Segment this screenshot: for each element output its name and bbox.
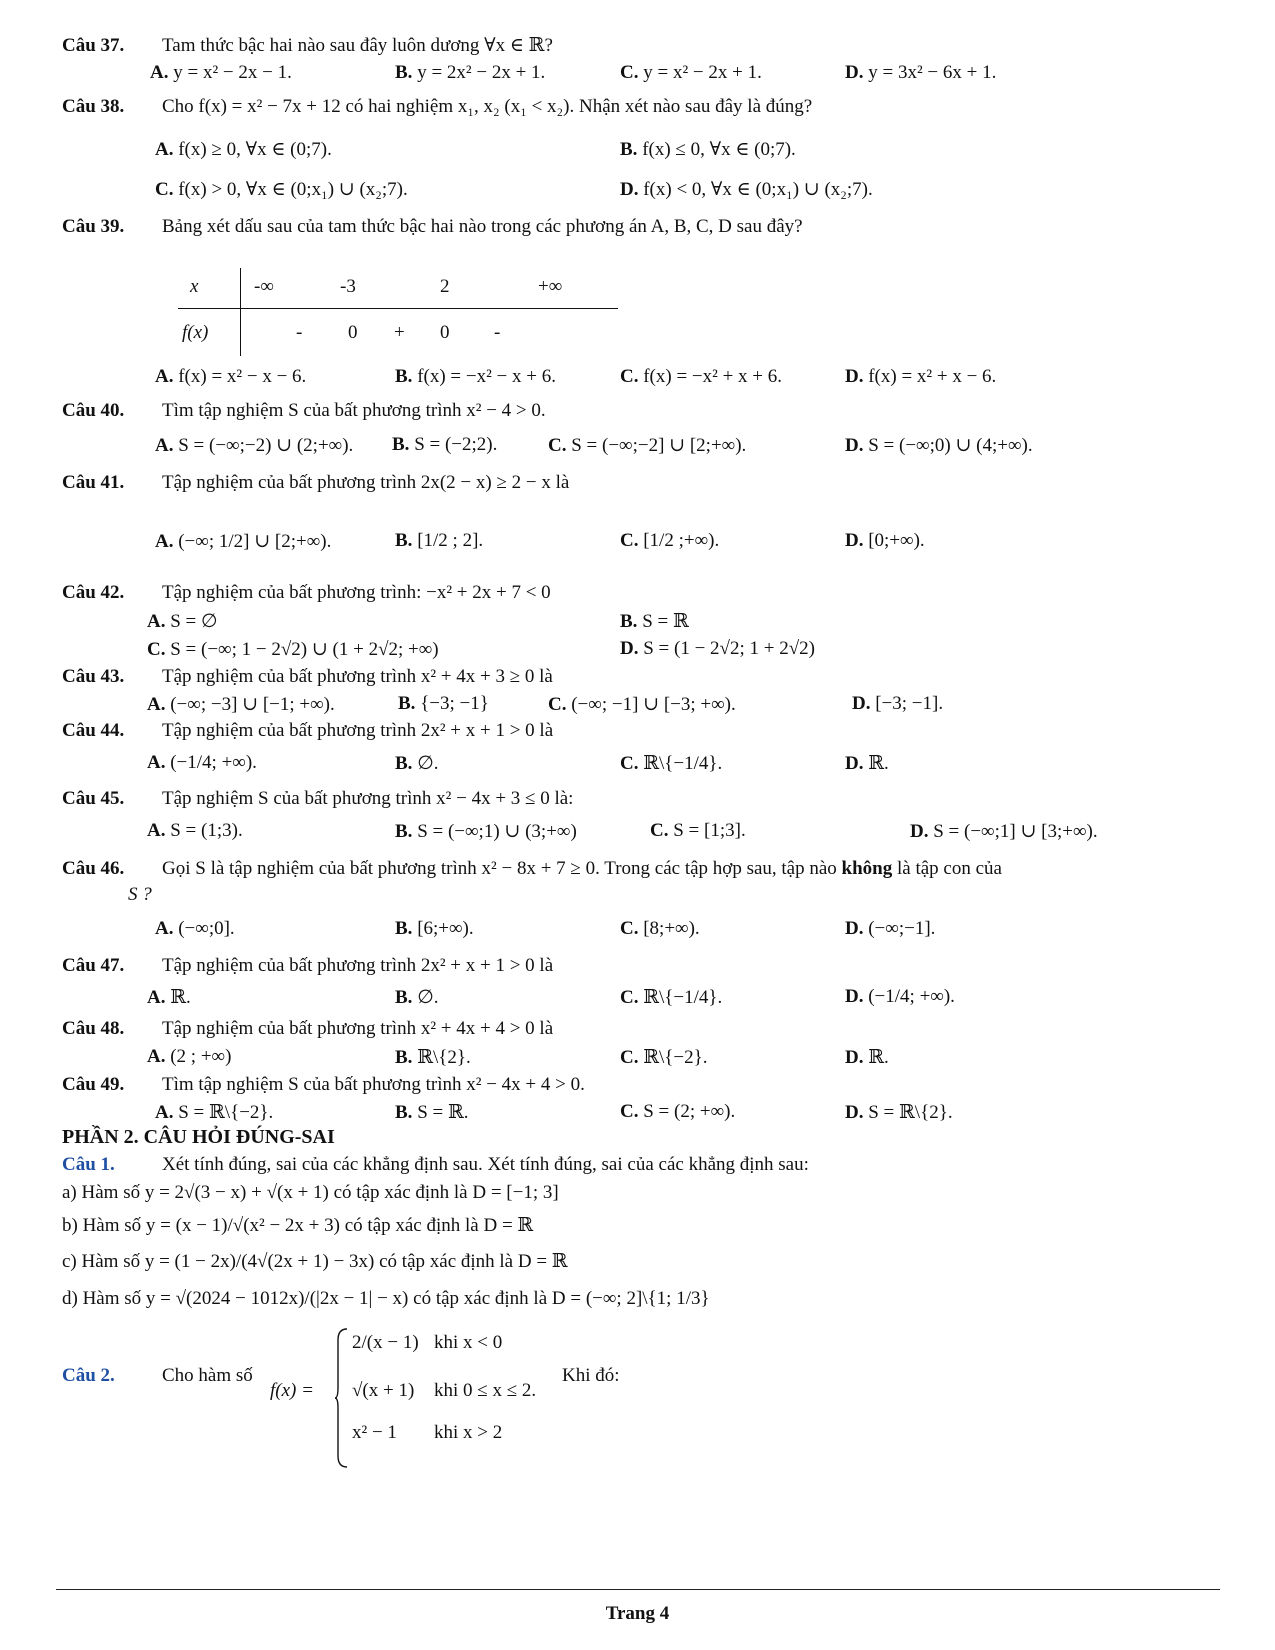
option-a: A. (−∞; −3] ∪ [−1; +∞).	[147, 694, 335, 715]
table-fx-label: f(x)	[182, 322, 209, 343]
question-number: Câu 48.	[62, 1018, 125, 1039]
question-stem: Gọi S là tập nghiệm của bất phương trình x² − 8x + 7 ≥ 0. Trong các tập hợp sau, tập nào	[162, 858, 837, 879]
question-stem: Tập nghiệm của bất phương trình x² + 4x + 4 > 0 là	[162, 1018, 554, 1039]
piecewise-condition-2: khi 0 ≤ x ≤ 2.	[434, 1380, 537, 1401]
question-stem: Tìm tập nghiệm S của bất phương trình x² − 4x + 4 > 0.	[162, 1074, 585, 1095]
option-a: A. S = ℝ\{−2}.	[155, 1102, 274, 1123]
footer-divider	[56, 1589, 1220, 1590]
question-38	[62, 96, 1222, 118]
question-stem-tail: là tập con của	[897, 858, 1002, 879]
option-d: D. ℝ.	[845, 1047, 889, 1068]
question-stem-end: Khi đó:	[562, 1365, 620, 1386]
question-number: Câu 40.	[62, 400, 125, 421]
table-sign: 0	[348, 322, 358, 343]
question-number: Câu 45.	[62, 788, 125, 809]
option-a: A. (−∞;0].	[155, 918, 235, 939]
question-stem: Tập nghiệm của bất phương trình 2x² + x + 1 > 0 là	[162, 955, 554, 976]
option-a: A. y = x² − 2x − 1.	[150, 62, 292, 83]
statement-a: a) Hàm số y = 2√(3 − x) + √(x + 1) có tập xác định là D = [−1; 3]	[62, 1182, 559, 1203]
option-a: A. ℝ.	[147, 987, 191, 1008]
section-heading: PHẦN 2. CÂU HỎI ĐÚNG-SAI	[62, 1126, 335, 1148]
option-b: B. S = ℝ	[620, 611, 689, 632]
option-a: A. S = ∅	[147, 611, 218, 632]
question-stem: Tập nghiệm của bất phương trình x² + 4x + 3 ≥ 0 là	[162, 666, 553, 687]
question-number: Câu 41.	[62, 472, 125, 493]
piecewise-case-2: √(x + 1)	[352, 1380, 415, 1401]
question-stem: Xét tính đúng, sai của các khẳng định sau. Xét tính đúng, sai của các khẳng định sau:	[162, 1154, 809, 1175]
option-d: D. y = 3x² − 6x + 1.	[845, 62, 997, 83]
question-stem: Cho f(x) = x² − 7x + 12 có hai nghiệm x₁, x₂ (x₁ < x₂). Nhận xét nào sau đây là đúng?	[162, 96, 813, 117]
option-a: A. S = (−∞;−2) ∪ (2;+∞).	[155, 435, 354, 456]
question-stem-emphasis: không	[841, 858, 893, 879]
option-a: A. f(x) = x² − x − 6.	[155, 366, 307, 387]
question-number: Câu 44.	[62, 720, 125, 741]
question-number: Câu 39.	[62, 216, 125, 237]
true-false-question-2	[62, 1332, 1222, 1540]
table-x-value: +∞	[538, 276, 563, 297]
question-46-stem-line2: S ?	[128, 884, 152, 905]
option-b: B. y = 2x² − 2x + 1.	[395, 62, 546, 83]
table-sign: -	[296, 322, 303, 343]
table-horizontal-rule	[178, 308, 618, 309]
question-number: Câu 43.	[62, 666, 125, 687]
option-c: C. f(x) = −x² + x + 6.	[620, 366, 783, 387]
option-b: B. f(x) ≤ 0, ∀x ∈ (0;7).	[620, 139, 796, 160]
question-number: Câu 42.	[62, 582, 125, 603]
question-44	[62, 720, 1222, 742]
option-b: B. ∅.	[395, 753, 439, 774]
option-d: D. S = (−∞;1] ∪ [3;+∞).	[910, 821, 1098, 842]
table-sign: 0	[440, 322, 450, 343]
piecewise-case-1: 2/(x − 1)	[352, 1332, 419, 1353]
question-stem: Tập nghiệm của bất phương trình 2x(2 − x) ≥ 2 − x là	[162, 472, 570, 493]
option-b: B. {−3; −1}	[398, 693, 489, 714]
option-c: C. ℝ\{−1/4}.	[620, 987, 723, 1008]
table-sign: +	[394, 322, 405, 343]
option-d: D. S = ℝ\{2}.	[845, 1102, 953, 1123]
option-c: C. S = (−∞; 1 − 2√2) ∪ (1 + 2√2; +∞)	[147, 639, 439, 660]
option-c: C. ℝ\{−1/4}.	[620, 753, 723, 774]
question-stem: Tìm tập nghiệm S của bất phương trình x² − 4 > 0.	[162, 400, 546, 421]
question-stem: Tam thức bậc hai nào sau đây luôn dương ∀x ∈ ℝ?	[162, 35, 553, 56]
question-number: Câu 38.	[62, 96, 125, 117]
option-b: B. [1/2 ; 2].	[395, 530, 484, 551]
question-number: Câu 1.	[62, 1154, 115, 1175]
table-x-value: 2	[440, 276, 450, 297]
option-b: B. [6;+∞).	[395, 918, 474, 939]
option-b: B. f(x) = −x² − x + 6.	[395, 366, 556, 387]
option-b: B. ℝ\{2}.	[395, 1047, 471, 1068]
statement-b: b) Hàm số y = (x − 1)/√(x² − 2x + 3) có tập xác định là D = ℝ	[62, 1215, 534, 1236]
option-a: A. (−∞; 1/2] ∪ [2;+∞).	[155, 531, 332, 552]
question-number: Câu 37.	[62, 35, 125, 56]
question-47	[62, 955, 1222, 977]
question-40	[62, 400, 1222, 422]
question-stem: Tập nghiệm của bất phương trình 2x² + x + 1 > 0 là	[162, 720, 554, 741]
question-number: Câu 46.	[62, 858, 125, 879]
option-a: A. f(x) ≥ 0, ∀x ∈ (0;7).	[155, 139, 332, 160]
option-a: A. (−1/4; +∞).	[147, 752, 257, 773]
question-39	[62, 216, 1222, 238]
question-number: Câu 49.	[62, 1074, 125, 1095]
question-49	[62, 1074, 1222, 1096]
option-a: A. S = (1;3).	[147, 820, 243, 841]
option-d: D. [−3; −1].	[852, 693, 944, 714]
question-37	[62, 34, 1222, 57]
option-c: C. S = (2; +∞).	[620, 1101, 736, 1122]
option-c: C. [8;+∞).	[620, 918, 700, 939]
option-d: D. f(x) < 0, ∀x ∈ (0;x₁) ∪ (x₂;7).	[620, 179, 873, 200]
option-d: D. ℝ.	[845, 753, 889, 774]
option-b: B. S = ℝ.	[395, 1102, 469, 1123]
question-42	[62, 582, 1222, 604]
question-43	[62, 666, 1222, 688]
question-stem: Bảng xét dấu sau của tam thức bậc hai nào trong các phương án A, B, C, D sau đây?	[162, 216, 803, 237]
question-number: Câu 2.	[62, 1365, 115, 1386]
question-stem: Cho hàm số	[162, 1365, 253, 1386]
table-x-label: x	[190, 276, 199, 297]
table-x-value: -3	[340, 276, 356, 297]
piecewise-function-name: f(x) =	[270, 1380, 314, 1401]
question-48	[62, 1018, 1222, 1040]
option-c: C. f(x) > 0, ∀x ∈ (0;x₁) ∪ (x₂;7).	[155, 179, 408, 200]
option-d: D. f(x) = x² + x − 6.	[845, 366, 997, 387]
statement-d: d) Hàm số y = √(2024 − 1012x)/(|2x − 1| − x) có tập xác định là D = (−∞; 2]\{1; 1/3}	[62, 1288, 710, 1309]
question-46	[62, 858, 1222, 880]
piecewise-condition-1: khi x < 0	[434, 1332, 503, 1353]
question-stem: Tập nghiệm của bất phương trình: −x² + 2x + 7 < 0	[162, 582, 551, 603]
option-c: C. S = (−∞;−2] ∪ [2;+∞).	[548, 435, 747, 456]
left-brace-icon	[334, 1328, 348, 1468]
question-45	[62, 788, 1222, 810]
statement-c: c) Hàm số y = (1 − 2x)/(4√(2x + 1) − 3x) có tập xác định là D = ℝ	[62, 1251, 568, 1272]
piecewise-condition-3: khi x > 2	[434, 1422, 503, 1443]
option-c: C. [1/2 ;+∞).	[620, 530, 720, 551]
page-number: Trang 4	[605, 1603, 670, 1624]
true-false-question-1	[62, 1154, 1222, 1176]
table-x-value: -∞	[254, 276, 274, 297]
question-stem: Tập nghiệm S của bất phương trình x² − 4x + 3 ≤ 0 là:	[162, 788, 574, 809]
option-b: B. S = (−∞;1) ∪ (3;+∞)	[395, 821, 577, 842]
sign-table	[178, 268, 618, 358]
option-c: C. S = [1;3].	[650, 820, 746, 841]
option-c: C. y = x² − 2x + 1.	[620, 62, 762, 83]
option-d: D. (−1/4; +∞).	[845, 986, 955, 1007]
option-d: D. [0;+∞).	[845, 530, 925, 551]
question-41	[62, 472, 1222, 494]
option-b: B. S = (−2;2).	[392, 434, 498, 455]
option-d: D. S = (1 − 2√2; 1 + 2√2)	[620, 638, 815, 659]
table-sign: -	[494, 322, 501, 343]
option-d: D. S = (−∞;0) ∪ (4;+∞).	[845, 435, 1033, 456]
option-c: C. (−∞; −1] ∪ [−3; +∞).	[548, 694, 736, 715]
question-number: Câu 47.	[62, 955, 125, 976]
option-d: D. (−∞;−1].	[845, 918, 936, 939]
table-vertical-rule	[240, 268, 241, 356]
option-b: B. ∅.	[395, 987, 439, 1008]
piecewise-case-3: x² − 1	[352, 1422, 397, 1443]
option-a: A. (2 ; +∞)	[147, 1046, 232, 1067]
option-c: C. ℝ\{−2}.	[620, 1047, 708, 1068]
